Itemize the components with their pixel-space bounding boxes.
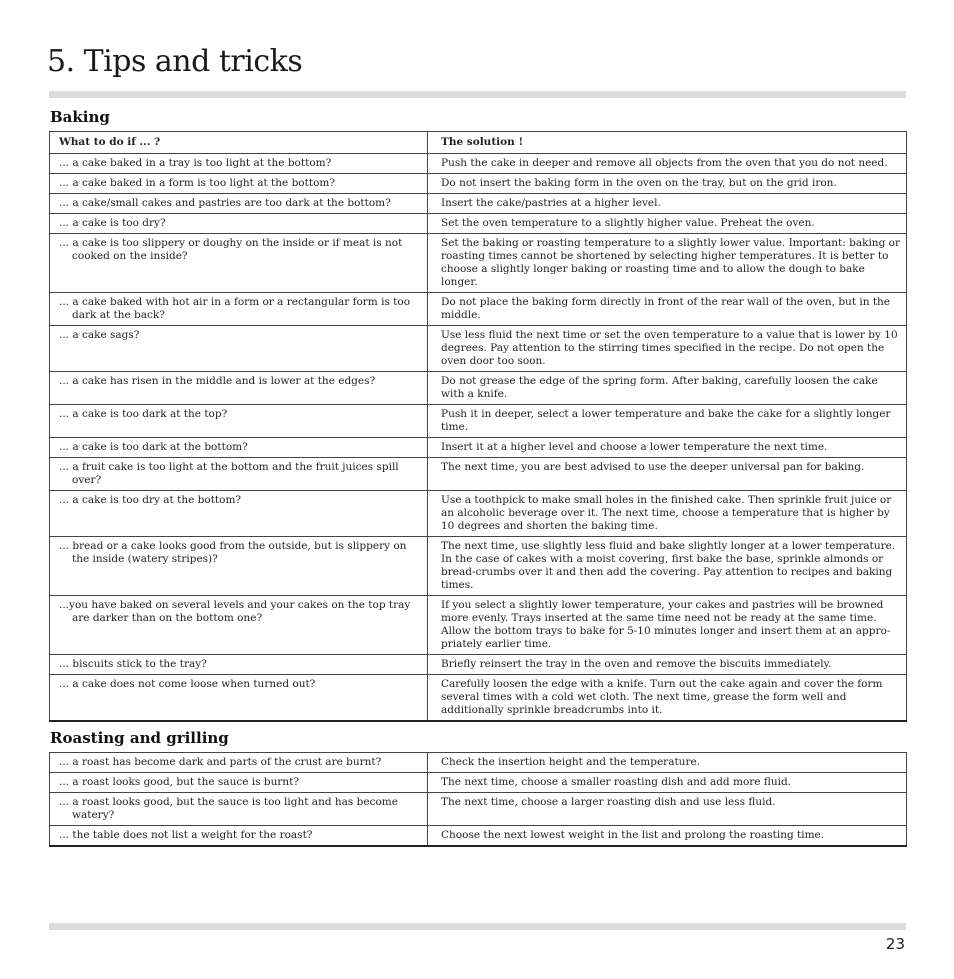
- question-cell: [50, 537, 428, 596]
- question-cell: [50, 234, 428, 293]
- table-row: [50, 826, 907, 847]
- table-row: [50, 655, 907, 675]
- question-cell: [50, 655, 428, 675]
- question-text: ... a cake baked in a form is too light at the bottom?: [59, 177, 335, 189]
- table-row: [50, 234, 907, 293]
- question-text: ... a roast looks good, but the sauce is burnt?: [59, 776, 299, 788]
- table-row: [50, 194, 907, 214]
- question-cell: [50, 596, 428, 655]
- section-heading-roasting: Roasting and grilling: [50, 729, 229, 747]
- table-row: [50, 596, 907, 655]
- table-row: [50, 154, 907, 174]
- question-cell: [50, 326, 428, 372]
- solution-cell: The next time, use slightly less fluid and bake slightly longer at a lower temperature. In the case of cakes with a moist covering, first bake the base, sprinkle almonds or bread-crumbs over it and then add the covering. Pay attention to recipes and baking times.: [428, 537, 907, 596]
- solution-cell: Insert it at a higher level and choose a lower temperature the next time.: [428, 438, 907, 458]
- question-text: ... a cake/small cakes and pastries are too dark at the bottom?: [59, 197, 391, 209]
- table-row: [50, 405, 907, 438]
- page-title: 5. Tips and tricks: [47, 44, 303, 79]
- baking-table-body: [50, 154, 907, 722]
- question-text: ... a cake sags?: [59, 329, 140, 341]
- question-text: ... a cake baked in a tray is too light at the bottom?: [59, 157, 332, 169]
- question-cell: [50, 753, 428, 773]
- solution-cell: The next time, choose a larger roasting dish and use less fluid.: [428, 793, 907, 826]
- solution-cell: The next time, you are best advised to use the deeper universal pan for baking.: [428, 458, 907, 491]
- solution-cell: Push the cake in deeper and remove all objects from the oven that you do not need.: [428, 154, 907, 174]
- solution-cell: Use less fluid the next time or set the oven temperature to a value that is lower by 10 degrees. Pay attention to the stirring times specified in the recipe. Do not open the oven door too soon.: [428, 326, 907, 372]
- question-text: ... a cake is too slippery or doughy on the inside or if meat is not cooked on the inside?: [59, 237, 403, 262]
- question-cell: [50, 458, 428, 491]
- solution-cell: Do not place the baking form directly in front of the rear wall of the oven, but in the middle.: [428, 293, 907, 326]
- roasting-table-body: [50, 753, 907, 847]
- table-row: [50, 458, 907, 491]
- question-cell: [50, 174, 428, 194]
- question-text: ... bread or a cake looks good from the outside, but is slippery on the inside (watery stripes)?: [59, 540, 407, 565]
- question-text: ... a cake is too dark at the bottom?: [59, 441, 248, 453]
- question-text: ... a cake is too dry?: [59, 217, 166, 229]
- question-cell: [50, 293, 428, 326]
- question-text: ... a cake has risen in the middle and is lower at the edges?: [59, 375, 376, 387]
- question-cell: [50, 214, 428, 234]
- solution-cell: Use a toothpick to make small holes in the finished cake. Then sprinkle fruit juice or an alcoholic beverage over it. The next time, choose a temperature that is higher by 10 degrees and shorten the baking time.: [428, 491, 907, 537]
- question-text: ... a roast has become dark and parts of the crust are burnt?: [59, 756, 382, 768]
- baking-table: [49, 131, 907, 722]
- question-cell: [50, 438, 428, 458]
- solution-cell: Set the baking or roasting temperature to a slightly lower value. Important: baking or roasting times cannot be shortened by selecting higher temperatures. It is better to choose a slightly longer baking or roasting time and to allow the dough to bake longer.: [428, 234, 907, 293]
- table-row: [50, 174, 907, 194]
- top-divider: [49, 91, 906, 98]
- solution-cell: Set the oven temperature to a slightly higher value. Preheat the oven.: [428, 214, 907, 234]
- question-cell: [50, 826, 428, 847]
- table-row: [50, 372, 907, 405]
- table-row: [50, 326, 907, 372]
- table-row: [50, 793, 907, 826]
- question-text: ... a fruit cake is too light at the bottom and the fruit juices spill over?: [59, 461, 399, 486]
- question-cell: [50, 675, 428, 722]
- solution-cell: Check the insertion height and the temperature.: [428, 753, 907, 773]
- column-header-question: What to do if ... ?: [50, 132, 428, 154]
- solution-cell: Briefly reinsert the tray in the oven and remove the biscuits immediately.: [428, 655, 907, 675]
- question-cell: [50, 491, 428, 537]
- question-cell: [50, 154, 428, 174]
- bottom-divider: [49, 923, 906, 930]
- solution-cell: Do not insert the baking form in the oven on the tray, but on the grid iron.: [428, 174, 907, 194]
- section-heading-baking: Baking: [50, 108, 110, 126]
- solution-cell: The next time, choose a smaller roasting dish and add more fluid.: [428, 773, 907, 793]
- question-cell: [50, 372, 428, 405]
- table-row: [50, 675, 907, 722]
- solution-cell: Carefully loosen the edge with a knife. Turn out the cake again and cover the form several times with a cold wet cloth. The next time, grease the form well and additionally sprinkle breadcrumbs into it.: [428, 675, 907, 722]
- table-row: [50, 773, 907, 793]
- question-text: ...you have baked on several levels and your cakes on the top tray are darker than on the bottom one?: [59, 599, 411, 624]
- question-text: ... a cake is too dry at the bottom?: [59, 494, 242, 506]
- table-row: [50, 438, 907, 458]
- solution-cell: If you select a slightly lower temperature, your cakes and pastries will be browned more evenly. Trays inserted at the same time need not be ready at the same time. Allow the bottom trays to bake for 5-10 minutes longer and insert them at an appro-priately earlier time.: [428, 596, 907, 655]
- question-text: ... the table does not list a weight for the roast?: [59, 829, 313, 841]
- question-text: ... a cake baked with hot air in a form or a rectangular form is too dark at the back?: [59, 296, 411, 321]
- question-cell: [50, 773, 428, 793]
- solution-cell: Choose the next lowest weight in the list and prolong the roasting time.: [428, 826, 907, 847]
- solution-cell: Push it in deeper, select a lower temperature and bake the cake for a slightly longer time.: [428, 405, 907, 438]
- table-row: [50, 214, 907, 234]
- table-row: [50, 293, 907, 326]
- solution-cell: Do not grease the edge of the spring form. After baking, carefully loosen the cake with a knife.: [428, 372, 907, 405]
- question-text: ... a cake does not come loose when turned out?: [59, 678, 316, 690]
- table-row: [50, 537, 907, 596]
- column-header-solution: The solution !: [428, 132, 907, 154]
- table-header-row: [50, 132, 907, 154]
- solution-cell: Insert the cake/pastries at a higher level.: [428, 194, 907, 214]
- question-cell: [50, 793, 428, 826]
- table-row: [50, 753, 907, 773]
- table-row: [50, 491, 907, 537]
- question-text: ... a roast looks good, but the sauce is too light and has become watery?: [59, 796, 398, 821]
- question-cell: [50, 194, 428, 214]
- question-cell: [50, 405, 428, 438]
- question-text: ... a cake is too dark at the top?: [59, 408, 228, 420]
- question-text: ... biscuits stick to the tray?: [59, 658, 207, 670]
- page-number: 23: [885, 935, 905, 953]
- roasting-table: [49, 752, 907, 847]
